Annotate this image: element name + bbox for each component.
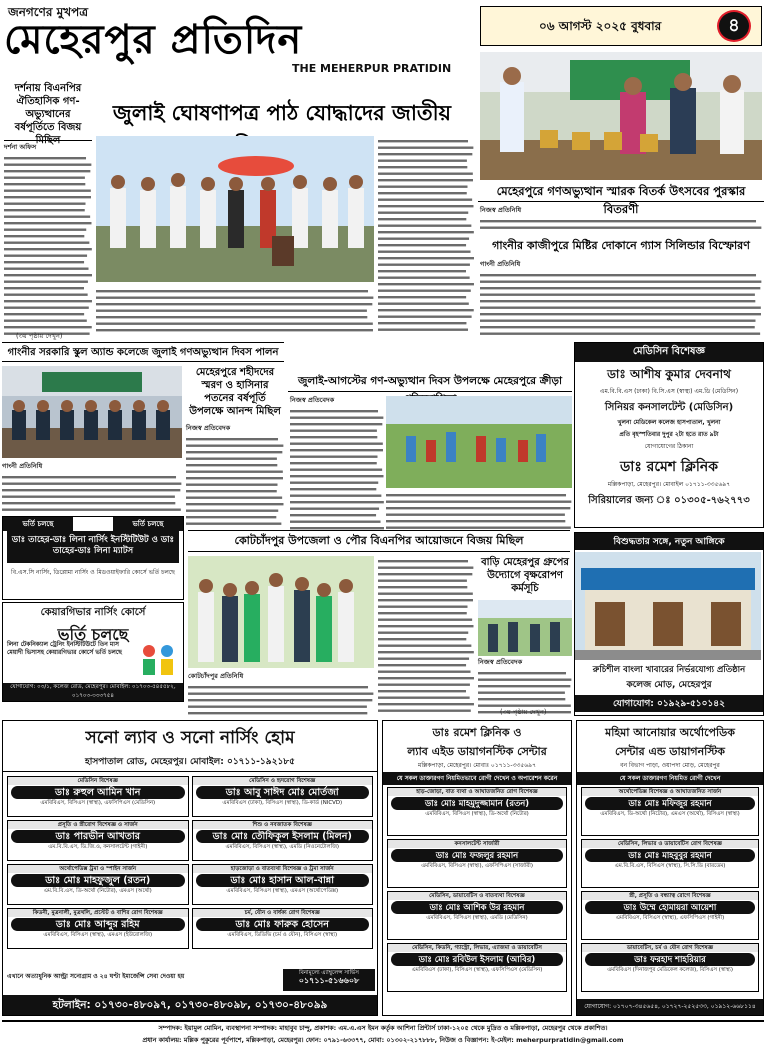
doctor-card (387, 943, 567, 992)
mohima-sub: বন বিভাগ পাড়া, ওয়াপদা মোড়, মেহেরপুর (620, 762, 720, 769)
restaurant-name: রুচিশীল বাংলা খাবারের নির্ভরযোগ্য প্রতিষ্ঠান (592, 665, 746, 675)
rally-byline: দর্শনা অফিস (4, 143, 37, 151)
sports-body-2 (386, 490, 572, 530)
caregiver-sub: ভর্তি চলছে (57, 625, 129, 644)
victory-photo-art (188, 556, 374, 668)
doctor-name: ডাঃ মোঃ মাহবুবুর রহমান (585, 849, 755, 862)
admission-body: বি.এস.সি নার্সিং, ডিপ্লোমা নার্সিং ও মিডওয়াইফারি কোর্সে ভর্তি চলছে (11, 569, 175, 576)
doctor-card (192, 864, 374, 905)
restaurant-photo-art (575, 552, 761, 660)
sono-hotline: হটলাইন: ০১৭৩০-৪৮০৯৭, ০১৭৩০-৪৮০৯৮, ০১৭৩০-৪৮০৯৯ (3, 995, 377, 1015)
sono-sub: হাসপাতাল রোড, মেহেরপুর। মোবাইল: ০১৭১১-১৯২১৮৫ (3, 754, 377, 772)
lead-body-right (378, 136, 474, 334)
footer-line1: সম্পাদক: ইয়ামুল মোমিন, ব্যবস্থাপনা সম্পাদক: মাহাবুব চান্দু, প্রকাশক: এম.এ.এস ইমন কর্তৃক আশিনা প্রিন্টার্স ঢাকা-১২০৫ থেকে মুদ্রিত ও মল্লিকপাড়া, মেহেরপুর থেকে প্রকাশিত। (158, 1024, 608, 1032)
school-byline: গাংনী প্রতিনিধি (2, 462, 43, 470)
hasina-headline: মেহেরপুরে শহীদদের স্মরণ ও হাসিনার পতনের বর্ষপূর্তি উপলক্ষে আনন্দ মিছিল (189, 367, 281, 417)
hasina-body-lines (186, 434, 284, 526)
doctor-name: ডাঃ মোঃ ফজলুর রহমান (391, 849, 563, 862)
doctor-card (581, 787, 759, 836)
sports-body-lines (290, 406, 384, 530)
rally-body (4, 153, 92, 336)
ramesh-title2: ল্যাব এইড ডায়াগনস্টিক সেন্টার (407, 745, 547, 758)
sports-byline: নিজস্ব প্রতিবেদক (290, 396, 335, 404)
lead-headline: জুলাই ঘোষণাপত্র পাঠ যোদ্ধাদের জাতীয় (112, 101, 452, 125)
school-body-lines (2, 472, 182, 512)
doctor-name: ডাঃ উম্মে হোমায়রা আয়েশা (585, 901, 755, 914)
sports-photo-art (386, 396, 572, 488)
doctor-specialty: মেডিসিন ও হৃদরোগ বিশেষজ্ঞ (193, 777, 373, 785)
lead-body-bottom-lines (96, 286, 374, 334)
footer (2, 1020, 764, 1048)
doctor-degrees: এমবিবিএস, ডি-অর্থো (নিটোর), এমএস (অর্থো), বিসিএস (স্বাস্থ্য) (600, 811, 740, 817)
doctor-name: ডাঃ রুহুল আমিন খান (11, 786, 185, 799)
admission-title: ডাঃ তাহের-ডাঃ লিনা নার্সিং ইনস্টিটিউট ও ডাঃ তাহের-ডাঃ লিনা ম্যাটস (7, 531, 179, 563)
doctor-specialty: কিডনী, মুত্রনালী, মুত্রথলি, প্রস্টেট ও বাশির রোগ বিশেষজ্ঞ (8, 909, 188, 917)
restaurant-sub: কলেজ মোড়, মেহেরপুর (626, 680, 712, 690)
doctor-card (387, 839, 567, 888)
school-headline: গাংনীর সরকারি স্কুল অ্যান্ড কলেজে জুলাই গণঅভ্যুত্থান দিবস পালন (2, 342, 284, 362)
sono-ambulance-box (283, 969, 375, 991)
doctor-degrees: এমবিবিএস, বিসিএস (স্বাস্থ্য), এফসিপিএস (মেডিসিন) (40, 800, 156, 806)
doctor-degrees: এমবিবিএস, বিসিএস (স্বাস্থ্য), ডি-অর্থো (নিটোর) (425, 811, 529, 817)
victory-body (188, 682, 374, 716)
doctor-name: ডাঃ মোঃ তৌফিকুল ইসলাম (মিলন) (196, 830, 370, 843)
continued-label: (৩য় পৃষ্ঠায় দেখুন) (500, 708, 547, 716)
clinic1-clinic: ডাঃ রমেশ ক্লিনিক (619, 459, 719, 475)
doctor-specialty: মেডিসিন, লিভার ও ডায়াবেটিস রোগ বিশেষজ্ঞ (582, 840, 758, 848)
tree-byline: নিজস্ব প্রতিবেদক (478, 658, 523, 666)
masthead-title-en: THE MEHERPUR PRATIDIN (292, 62, 452, 75)
doctor-specialty: ডায়াবেটিস, চর্ম ও যৌন রোগ বিশেষজ্ঞ (582, 944, 758, 952)
doctor-specialty: অর্থোপেডিক্স বিশেষজ্ঞ ও আঘাতজনিত সার্জন (582, 788, 758, 796)
doctor-degrees: এম.বি.বি.এস, ডি.জি.ও, কনসালটেন্ট (গাইনী) (48, 844, 148, 850)
doctor-degrees: এমবিবিএস (ঢাকা), বিসিএস (স্বাস্থ্য), এফসিপিএস (মেডিসিন) (411, 967, 543, 973)
award-photo-art (480, 52, 762, 180)
sono-doctor-grid (3, 772, 377, 953)
doctor-degrees: এমবিবিএস, বিসিএস (স্বাস্থ্য), এমডি (নিওনেটোলজি) (225, 844, 340, 850)
footer-line2: প্রধান কার্যালয়: মল্লিক পুকুরের পূর্বপাশে, মল্লিকপাড়া, মেহেরপুর। ফোন: ০৭৯১-৬৩৩৭৭, মোবা: ০১৩০২-২১৭৮৮৮, নিউজ ও বিজ্ঞাপন: ই-মেইল: meherpurpratidin@gmail.com (142, 1036, 624, 1044)
doctor-card (387, 891, 567, 940)
clinic1-degrees: এম.বি.বি.এস (ঢাকা) বি.সি.এস (স্বাস্থ্য) এম.ডি (মেডিসিন) (599, 388, 739, 395)
school-body (2, 472, 182, 512)
caregiver-contact: যোগাযোগ: ০৩/১, কলেজ রোড, মেহেরপুর। মোবাইল: ০১৭০৩-৫৪৫৫৮২, ০১৭০৩-৩৩৩৭৫৪ (3, 683, 183, 701)
rally-headline: দর্শনায় বিএনপির ঐতিহাসিক গণ-অভ্যুত্থানের বর্ষপূর্তিতে বিজয় (14, 83, 82, 133)
doctor-specialty: অর্থোপেডিক্স ট্রমা ও স্পাইন সার্জন (8, 865, 188, 873)
ad-restaurant (574, 532, 764, 716)
sports-body-2-lines (386, 490, 572, 530)
doctor-card (192, 908, 374, 949)
date-box (480, 6, 762, 46)
doctor-name: ডাঃ মোঃ রবিউল ইসলাম (আবির) (391, 953, 563, 966)
rally-body-lines (4, 153, 92, 336)
victory-photo (188, 556, 374, 668)
school-photo-art (2, 366, 182, 458)
award-headline: মেহেরপুরে গণঅভ্যুত্থান স্মারক বিতর্ক উৎসবের পুরস্কার বিতরণী (478, 182, 764, 202)
doctor-degrees: এমবিবিএস, বিসিএস (স্বাস্থ্য), এফসিপিএস (সার্জারী) (421, 863, 533, 869)
page-number-text: ৪ (728, 15, 740, 36)
lead-photo (96, 136, 374, 282)
admission-label-right: ভর্তি চলছে (113, 517, 183, 531)
doctor-card (387, 787, 567, 836)
doctor-card (581, 891, 759, 940)
ad-sono (2, 720, 378, 1016)
ramesh-strip: যে সকল ডাক্তারগণ নিয়মিতভাবে রোগী দেখেন ও অপারেশন করেন (383, 772, 571, 785)
doctor-degrees: এম.বি.বি.এস, ডি-অর্থো (নিটোর), এমএস (অর্থো) (43, 888, 152, 894)
caregiver-logo-icon (137, 641, 179, 677)
doctor-card (7, 908, 189, 949)
mohima-contact: যোগাযোগ: ০১৭০৭-৩৪৫৬৫৪, ০১৭২৭-২৫২৫৩৩, ০১৯১২-৬৬৮১১৪ (577, 999, 763, 1015)
sono-ambulance: ০১৭১১-৫১৬৬০৮ (298, 976, 360, 985)
ad-caregiver (2, 602, 184, 702)
mohima-strip: যে সকল ডাক্তারগণ নিয়মিত রোগী দেখেন (577, 772, 763, 785)
doctor-name: ডাঃ আবু সাঈদ মোঃ মোর্তজা (196, 786, 370, 799)
doctor-card (7, 776, 189, 817)
issue-date: ০৬ আগস্ট ২০২৫ বুধবার (539, 19, 662, 33)
gas-body (480, 270, 762, 336)
tree-photo (478, 600, 572, 656)
sports-body (290, 406, 384, 530)
masthead-title: মেহেরপুর প্রতিদিন (4, 17, 303, 63)
award-body (480, 216, 762, 232)
doctor-name: ডাঃ মোঃ আশিক উর রহমান (391, 901, 563, 914)
clinic1-serial: সিরিয়ালের জন্য ঃ ০১৩০৫-৭৬২৭৭৩ (588, 495, 750, 506)
victory-body-lines (188, 682, 374, 716)
ad-mohima (576, 720, 764, 1016)
gas-byline: গাংনী প্রতিনিধি (480, 260, 521, 268)
doctor-degrees: এমবিবিএস, ডিডিভি (চর্ম ও যৌন), বিসিএস (স্বাস্থ্য) (227, 932, 338, 938)
victory-body-2-lines (378, 556, 474, 714)
masthead-tagline: জনগণের মুখপত্র (8, 5, 89, 19)
clinic1-doctor: ডাঃ আশীষ কুমার দেবনাথ (607, 367, 731, 381)
tree-photo-art (478, 600, 572, 656)
clinic1-header: মেডিসিন বিশেষজ্ঞ (575, 343, 763, 362)
doctor-card (192, 820, 374, 861)
victory-headline: কোটচাঁদপুর উপজেলা ও পৌর বিএনপির আয়োজনে বিজয় মিছিল (188, 530, 570, 552)
doctor-degrees: এমবিবিএস, বিসিএস (স্বাস্থ্য), এমএস (অর্থোপেডিক্স) (226, 888, 339, 894)
doctor-name: ডাঃ মোঃ মাহফুজুল (রতন) (11, 874, 185, 887)
sono-ambulance-label: বিনামূল্যে এ্যাম্বুলেন্স সার্ভিস (299, 970, 359, 976)
victory-body-2 (378, 556, 474, 714)
doctor-card (7, 864, 189, 905)
caregiver-logo-art (137, 641, 179, 677)
doctor-card (7, 820, 189, 861)
page-number (717, 10, 751, 42)
doctor-specialty: হাড়-জোড়া, বাত ব্যথা ও আঘাতজনিত রোগ বিশেষজ্ঞ (388, 788, 566, 796)
caregiver-title: কেয়ারগিভার নার্সিং কোর্সে (40, 607, 146, 618)
doctor-name: ডাঃ মোঃ মাহমুদুজ্জামান (রতন) (391, 797, 563, 810)
restaurant-header: বিশুদ্ধতার সঙ্গে, নতুন আঙ্গিকে (575, 533, 763, 550)
lead-body-right-lines (378, 136, 474, 334)
sports-photo (386, 396, 572, 488)
doctor-name: ডাঃ মোঃ মফিজুর রহমান (585, 797, 755, 810)
restaurant-photo (575, 552, 761, 660)
doctor-specialty: মেডিসিন বিশেষজ্ঞ (8, 777, 188, 785)
hasina-byline: নিজস্ব প্রতিবেদক (186, 424, 231, 432)
restaurant-contact: যোগাযোগ: ০১৯২৯-৫১০১৪২ (575, 695, 763, 712)
doctor-degrees: এমবিবিএস, বিসিএস (স্বাস্থ্য), এমডি (মেডিসিন) (426, 915, 528, 921)
ramesh-doctor-list (383, 785, 571, 997)
mohima-title2: সেন্টার এন্ড ডায়াগনস্টিক (615, 745, 725, 758)
ad-dr-ramesh (382, 720, 572, 1016)
doctor-card (192, 776, 374, 817)
gas-body-lines (480, 270, 762, 336)
doctor-name: ডাঃ ফরহাদ শাহরিয়ার (585, 953, 755, 966)
doctor-specialty: স্ত্রী, প্রসূতি ও বন্ধ্যাত্ব রোগে বিশেষজ্ঞ (582, 892, 758, 900)
doctor-degrees: এম.বি.বি.এস, বিসিএস (স্বাস্থ্য), সি.সি.ডি (বারডেম) (614, 863, 726, 869)
doctor-specialty: মেডিসিন, ডায়াবেটিস ও বাতব্যথা বিশেষজ্ঞ (388, 892, 566, 900)
ad-clinic1 (574, 342, 764, 528)
clinic1-contact-label: যোগাযোগের ঠিকানা (644, 443, 694, 450)
lead-photo-art (96, 136, 374, 282)
doctor-degrees: এমবিবিএস (ঢাকা), বিসিএস (স্বাস্থ্য), ডি-কার্ড (NICVD) (222, 800, 343, 806)
rally-continued: (৩য় পৃষ্ঠায় দেখুন) (16, 332, 63, 340)
mohima-doctor-list (577, 785, 763, 997)
doctor-degrees: এমবিবিএস, বিসিএস (স্বাস্থ্য), এফসিপিএস (গাইনী) (615, 915, 725, 921)
ramesh-title: ডাঃ রমেশ ক্লিনিক ও (432, 726, 522, 739)
doctor-degrees: এমবিবিএস, বিসিএস (স্বাস্থ্য), এমএস (ইউরোলজি) (43, 932, 153, 938)
doctor-card (581, 839, 759, 888)
sports-headline: জুলাই-আগস্টের গণ-অভ্যুত্থান দিবস উপলক্ষে মেহেরপুরে ক্রীড়া (288, 372, 572, 392)
award-body-lines (480, 216, 762, 232)
award-byline: নিজস্ব প্রতিনিধি (480, 206, 522, 214)
ramesh-sub: মল্লিকপাড়া, মেহেরপুর। মোবাঃ ০১৭১১-৩৩৫৬৯৭ (418, 762, 536, 769)
award-photo (480, 52, 762, 180)
doctor-specialty: চর্ম, যৌন ও বার্ধক্য রোগ বিশেষজ্ঞ (193, 909, 373, 917)
clinic1-title: সিনিয়র কনসালটেন্ট (মেডিসিন) (604, 402, 734, 413)
gas-headline: গাংনীর কাজীপুরে মিষ্টির দোকানে গ্যাস সিলিন্ডার বিস্ফোরণ (492, 239, 750, 252)
admission-label-left: ভর্তি চলছে (3, 517, 73, 531)
clinic1-schedule: প্রতি বৃহস্পতিবার দুপুর ২টা হতে রাত ৯টা (619, 431, 719, 438)
doctor-name: ডাঃ মোঃ ফারুক হোসেন (196, 918, 370, 931)
clinic1-hospital: খুলনা মেডিকেল কলেজ হাসপাতাল, খুলনা (617, 419, 721, 426)
doctor-card (581, 943, 759, 992)
victory-byline: কোটচাঁদপুর প্রতিনিধি (188, 672, 244, 680)
doctor-name: ডাঃ মোঃ আব্দুর রহিম (11, 918, 185, 931)
doctor-specialty: মেডিসিন, কিডনি, গ্যাস্ট্রো, লিভার, এ্যাজমা ও ডায়াবেটিস (388, 944, 566, 952)
doctor-specialty: কনসালটেন্ট সার্জারী (388, 840, 566, 848)
lead-body-bottom (96, 286, 374, 334)
doctor-name: ডাঃ মোঃ হাসান আল-বান্না (196, 874, 370, 887)
caregiver-body: লিনা টেকনিক্যাল ট্রেনিং ইনস্টিটিউটে তিন মাস মেয়াদী ভিসাসহ কেয়ারগিভার কোর্সে ভর্তি চলছে (7, 641, 122, 656)
doctor-name: ডাঃ পারভীন আখতার (11, 830, 185, 843)
clinic1-address: মল্লিকপাড়া, মেহেরপুর। মোবাইল ০১৭১১-৩৩৫৬৯৭ (607, 481, 731, 488)
doctor-specialty: হাড়জোড়া ও বাতব্যথা বিশেষজ্ঞ ও ট্রমা সার্জন (193, 865, 373, 873)
doctor-specialty: প্রসূতি ও স্ত্রীরোগ বিশেষজ্ঞ ও সার্জন (8, 821, 188, 829)
sono-notes: এখানে অত্যাধুনিক আল্ট্রা সনোগ্রাম ও ২৪ ঘণ্টা ইমার্জেন্সি সেবা দেওয়া হয় (7, 973, 185, 980)
mohima-title: মহিমা আনোয়ার অর্থোপেডিক (605, 726, 735, 739)
tree-headline: বাড়ি মেহেরপুর গ্রুপের উদ্যোগে বৃক্ষরোপণ কর্মসূচি (481, 557, 569, 594)
doctor-degrees: এমবিবিএস (দিনাজপুর মেডিকেল কলেজ), বিসিএস (স্বাস্থ্য) (607, 967, 733, 973)
sono-title: সনো ল্যাব ও সনো নার্সিং হোম (85, 728, 295, 748)
ad-admission (2, 516, 184, 600)
doctor-specialty: শিশু ও নবজাতক বিশেষজ্ঞ (193, 821, 373, 829)
hasina-body (186, 434, 284, 526)
school-photo (2, 366, 182, 458)
